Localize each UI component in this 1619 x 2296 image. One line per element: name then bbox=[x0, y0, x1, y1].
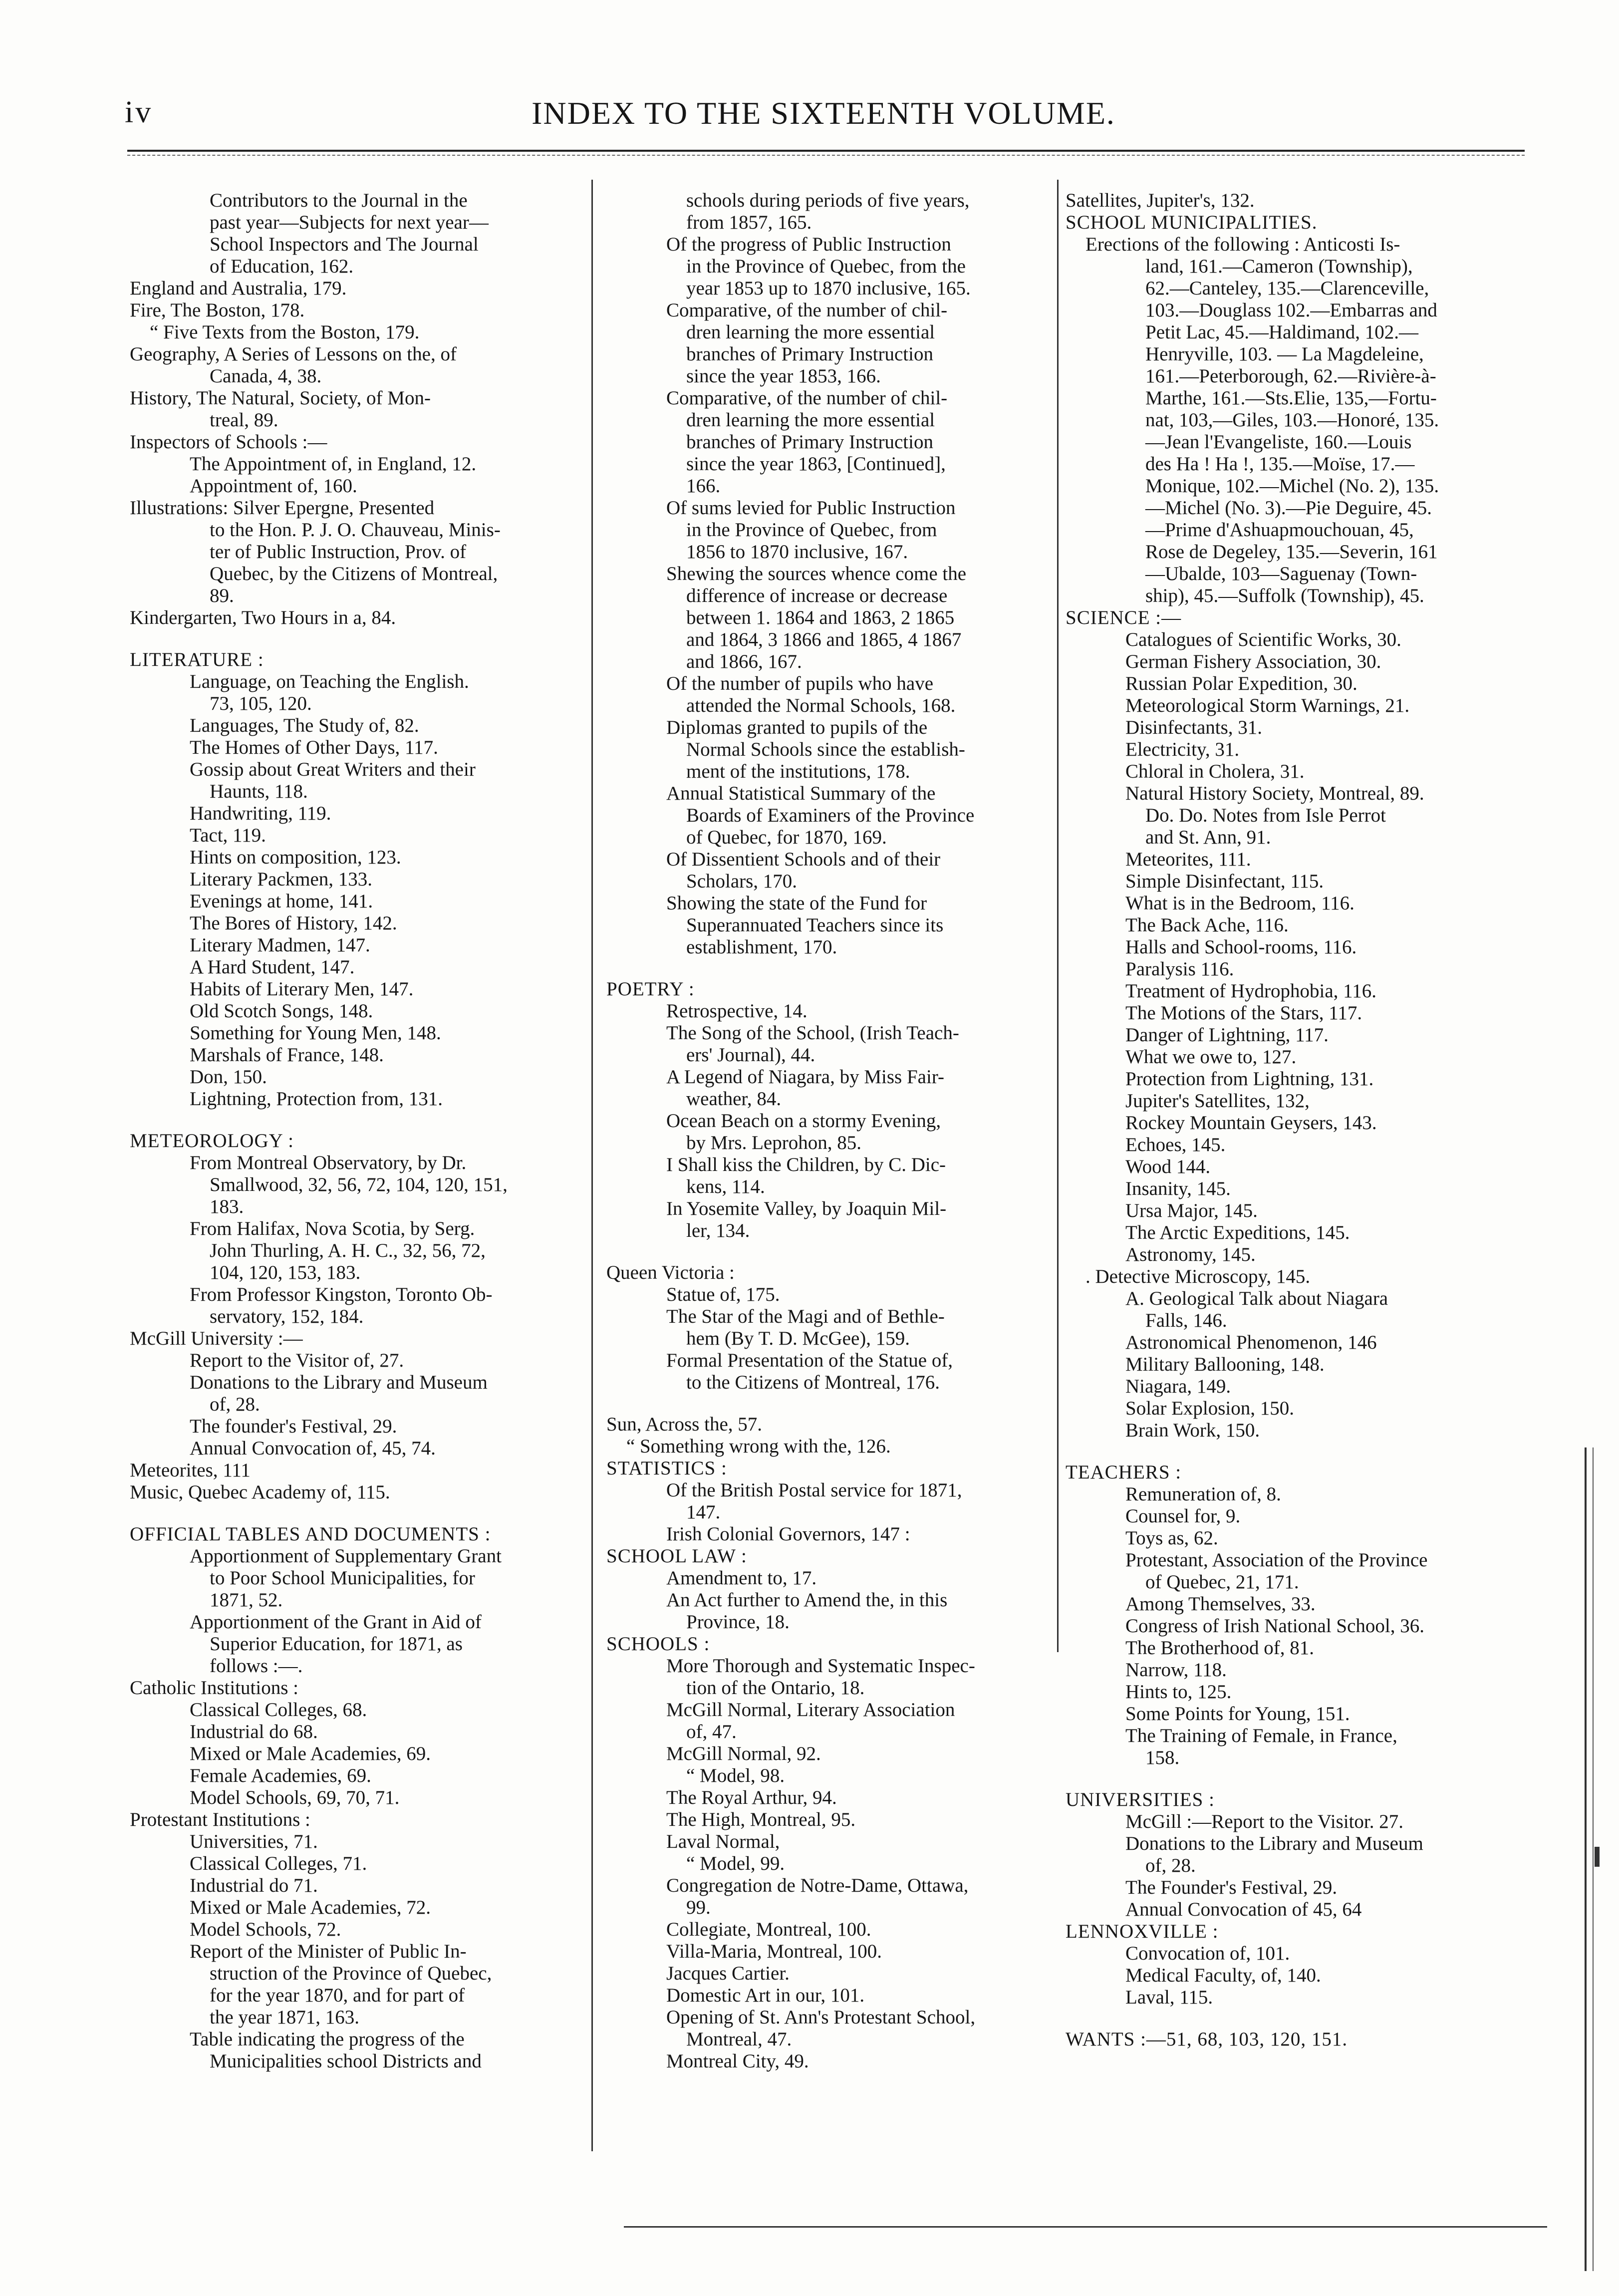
index-entry: tion of the Ontario, 18. bbox=[686, 1677, 865, 1699]
index-entry: nat, 103,—Giles, 103.—Honoré, 135. bbox=[1145, 409, 1439, 431]
index-entry: the year 1871, 163. bbox=[210, 2007, 360, 2028]
section-gap bbox=[606, 1242, 1051, 1262]
edge-mark bbox=[1595, 1847, 1600, 1867]
index-entry: Industrial do 68. bbox=[190, 1721, 318, 1742]
index-entry: German Fishery Association, 30. bbox=[1125, 651, 1381, 672]
index-entry: between 1. 1864 and 1863, 2 1865 bbox=[686, 607, 955, 628]
index-entry: Canada, 4, 38. bbox=[210, 365, 322, 387]
index-entry: The Star of the Magi and of Bethle- bbox=[666, 1306, 945, 1327]
index-entry: Satellites, Jupiter's, 132. bbox=[1066, 190, 1255, 211]
index-entry: Something for Young Men, 148. bbox=[190, 1022, 441, 1044]
index-entry: Domestic Art in our, 101. bbox=[666, 1985, 865, 2006]
section-gap bbox=[606, 1394, 1051, 1414]
index-entry: by Mrs. Leprohon, 85. bbox=[686, 1132, 861, 1153]
index-entry: Language, on Teaching the English. bbox=[190, 671, 469, 692]
index-entry: The Training of Female, in France, bbox=[1125, 1725, 1397, 1746]
index-entry: Montreal City, 49. bbox=[666, 2050, 809, 2072]
index-entry: —Jean l'Evangeliste, 160.—Louis bbox=[1145, 431, 1412, 453]
index-entry: Montreal, 47. bbox=[686, 2028, 792, 2050]
index-entry: struction of the Province of Quebec, bbox=[210, 1963, 492, 1984]
index-entry: of Quebec, for 1870, 169. bbox=[686, 827, 887, 848]
index-entry: England and Australia, 179. bbox=[130, 278, 347, 299]
index-entry: 89. bbox=[210, 585, 234, 606]
index-entry: Comparative, of the number of chil- bbox=[666, 299, 948, 321]
index-column-2 bbox=[606, 190, 1051, 2072]
section-gap bbox=[1066, 1441, 1515, 1461]
section-heading: SCHOOLS : bbox=[606, 1633, 710, 1655]
footer-rule bbox=[624, 2226, 1547, 2228]
index-entry: Solar Explosion, 150. bbox=[1125, 1398, 1294, 1419]
index-entry: Erections of the following : Anticosti Is- bbox=[1085, 234, 1400, 255]
index-entry: Smallwood, 32, 56, 72, 104, 120, 151, bbox=[210, 1174, 508, 1195]
index-entry: The Brotherhood of, 81. bbox=[1125, 1637, 1315, 1659]
index-entry: Statue of, 175. bbox=[666, 1284, 780, 1305]
index-entry: Queen Victoria : bbox=[606, 1262, 735, 1283]
index-entry: Evenings at home, 141. bbox=[190, 890, 373, 912]
index-entry: to the Citizens of Montreal, 176. bbox=[686, 1372, 940, 1393]
index-entry: Niagara, 149. bbox=[1125, 1376, 1231, 1397]
index-entry: Quebec, by the Citizens of Montreal, bbox=[210, 563, 498, 584]
index-entry: des Ha ! Ha !, 135.—Moïse, 17.— bbox=[1145, 453, 1415, 475]
index-entry: “ Model, 99. bbox=[686, 1853, 785, 1874]
index-entry: School Inspectors and The Journal bbox=[210, 234, 479, 255]
index-entry: From Halifax, Nova Scotia, by Serg. bbox=[190, 1218, 475, 1239]
index-entry: Congregation de Notre-Dame, Ottawa, bbox=[666, 1875, 969, 1896]
index-entry: Mixed or Male Academies, 69. bbox=[190, 1743, 431, 1764]
index-column-3 bbox=[1066, 190, 1515, 2050]
index-entry: of, 47. bbox=[686, 1721, 737, 1742]
index-entry: land, 161.—Cameron (Township), bbox=[1145, 256, 1413, 277]
index-entry: Literary Madmen, 147. bbox=[190, 934, 370, 956]
section-heading: UNIVERSITIES : bbox=[1066, 1789, 1215, 1810]
index-entry: Marshals of France, 148. bbox=[190, 1044, 384, 1066]
index-entry: of, 28. bbox=[1145, 1855, 1196, 1876]
index-entry: “ Five Texts from the Boston, 179. bbox=[150, 321, 420, 343]
index-entry: ter of Public Instruction, Prov. of bbox=[210, 541, 467, 563]
index-entry: and St. Ann, 91. bbox=[1145, 827, 1271, 848]
index-entry: schools during periods of five years, bbox=[686, 190, 970, 211]
index-entry: Mixed or Male Academies, 72. bbox=[190, 1897, 431, 1918]
index-entry: Lightning, Protection from, 131. bbox=[190, 1088, 443, 1110]
index-entry: The Appointment of, in England, 12. bbox=[190, 453, 477, 475]
index-entry: In Yosemite Valley, by Joaquin Mil- bbox=[666, 1198, 947, 1219]
index-entry: Fire, The Boston, 178. bbox=[130, 299, 305, 321]
index-entry: Laval Normal, bbox=[666, 1831, 780, 1852]
index-entry: since the year 1853, 166. bbox=[686, 365, 881, 387]
index-entry: dren learning the more essential bbox=[686, 321, 935, 343]
index-entry: to the Hon. P. J. O. Chauveau, Minis- bbox=[210, 519, 501, 541]
index-entry: dren learning the more essential bbox=[686, 409, 935, 431]
index-entry: Danger of Lightning, 117. bbox=[1125, 1024, 1329, 1046]
index-entry: treal, 89. bbox=[210, 409, 278, 431]
index-entry: ment of the institutions, 178. bbox=[686, 761, 910, 782]
index-entry: Annual Convocation of, 45, 74. bbox=[190, 1437, 436, 1459]
index-entry: Henryville, 103. — La Magdeleine, bbox=[1145, 343, 1424, 365]
index-column-1 bbox=[130, 190, 574, 2072]
index-entry: in the Province of Quebec, from bbox=[686, 519, 937, 541]
index-entry: Contributors to the Journal in the bbox=[210, 190, 468, 211]
index-entry: Electricity, 31. bbox=[1125, 739, 1240, 760]
index-entry: Astronomy, 145. bbox=[1125, 1244, 1256, 1265]
index-entry: I Shall kiss the Children, by C. Dic- bbox=[666, 1154, 946, 1175]
index-entry: Jupiter's Satellites, 132, bbox=[1125, 1090, 1310, 1112]
index-entry: Jacques Cartier. bbox=[666, 1963, 790, 1984]
header-rule bbox=[127, 150, 1525, 156]
index-entry: 183. bbox=[210, 1196, 244, 1217]
index-entry: Meteorites, 111. bbox=[1125, 849, 1251, 870]
section-heading: SCHOOL MUNICIPALITIES. bbox=[1066, 212, 1318, 233]
index-entry: The Back Ache, 116. bbox=[1125, 914, 1289, 936]
index-entry: Of Dissentient Schools and of their bbox=[666, 849, 941, 870]
index-entry: difference of increase or decrease bbox=[686, 585, 948, 606]
index-entry: Industrial do 71. bbox=[190, 1875, 318, 1896]
index-entry: Handwriting, 119. bbox=[190, 803, 331, 824]
index-entry: of, 28. bbox=[210, 1394, 260, 1415]
column-divider-1 bbox=[591, 180, 593, 2151]
index-entry: past year—Subjects for next year— bbox=[210, 212, 489, 233]
index-entry: Gossip about Great Writers and their bbox=[190, 759, 476, 780]
index-entry: 158. bbox=[1145, 1747, 1180, 1768]
index-entry: ers' Journal), 44. bbox=[686, 1044, 815, 1066]
index-entry: What is in the Bedroom, 116. bbox=[1125, 892, 1354, 914]
index-entry: year 1853 up to 1870 inclusive, 165. bbox=[686, 278, 971, 299]
index-entry: 104, 120, 153, 183. bbox=[210, 1262, 361, 1283]
index-entry: Female Academies, 69. bbox=[190, 1765, 371, 1786]
index-entry: branches of Primary Instruction bbox=[686, 343, 933, 365]
index-entry: Model Schools, 72. bbox=[190, 1919, 341, 1940]
index-entry: Simple Disinfectant, 115. bbox=[1125, 870, 1324, 892]
index-entry: for the year 1870, and for part of bbox=[210, 1985, 465, 2006]
index-entry: . Detective Microscopy, 145. bbox=[1085, 1266, 1311, 1287]
index-entry: Of the British Postal service for 1871, bbox=[666, 1479, 962, 1501]
index-entry: Catalogues of Scientific Works, 30. bbox=[1125, 629, 1401, 650]
index-entry: Retrospective, 14. bbox=[666, 1000, 808, 1022]
index-entry: Geography, A Series of Lessons on the, of bbox=[130, 343, 457, 365]
index-entry: Classical Colleges, 71. bbox=[190, 1853, 367, 1874]
index-entry: Wood 144. bbox=[1125, 1156, 1211, 1177]
index-entry: Protestant, Association of the Province bbox=[1125, 1549, 1428, 1571]
index-entry: Kindergarten, Two Hours in a, 84. bbox=[130, 607, 396, 628]
index-entry: 147. bbox=[686, 1501, 721, 1523]
section-gap bbox=[130, 1110, 574, 1130]
index-entry: of Quebec, 21, 171. bbox=[1145, 1571, 1299, 1593]
index-entry: 99. bbox=[686, 1897, 711, 1918]
index-entry: The Bores of History, 142. bbox=[190, 912, 397, 934]
index-entry: Universities, 71. bbox=[190, 1831, 318, 1852]
index-entry: McGill :—Report to the Visitor. 27. bbox=[1125, 1811, 1404, 1832]
index-entry: “ Model, 98. bbox=[686, 1765, 785, 1786]
index-entry: Treatment of Hydrophobia, 116. bbox=[1125, 980, 1376, 1002]
index-entry: Municipalities school Districts and bbox=[210, 2050, 482, 2072]
index-entry: Halls and School-rooms, 116. bbox=[1125, 936, 1357, 958]
index-entry: servatory, 152, 184. bbox=[210, 1306, 364, 1327]
index-entry: and 1866, 167. bbox=[686, 651, 802, 672]
index-entry: Convocation of, 101. bbox=[1125, 1943, 1290, 1964]
index-entry: and 1864, 3 1866 and 1865, 4 1867 bbox=[686, 629, 962, 650]
index-entry: Old Scotch Songs, 148. bbox=[190, 1000, 373, 1022]
index-entry: Boards of Examiners of the Province bbox=[686, 805, 975, 826]
section-heading: STATISTICS : bbox=[606, 1457, 727, 1479]
index-entry: Apportionment of the Grant in Aid of bbox=[190, 1611, 482, 1633]
index-entry: Rose de Degeley, 135.—Severin, 161 bbox=[1145, 541, 1438, 563]
page-edge-border bbox=[1585, 1447, 1594, 2271]
index-entry: Monique, 102.—Michel (No. 2), 135. bbox=[1145, 475, 1439, 497]
index-entry: Do. Do. Notes from Isle Perrot bbox=[1145, 805, 1386, 826]
index-entry: —Ubalde, 103—Saguenay (Town- bbox=[1145, 563, 1417, 584]
index-entry: Annual Statistical Summary of the bbox=[666, 783, 936, 804]
index-entry: Superannuated Teachers since its bbox=[686, 914, 944, 936]
index-entry: Chloral in Cholera, 31. bbox=[1125, 761, 1305, 782]
index-entry: hem (By T. D. McGee), 159. bbox=[686, 1328, 910, 1349]
index-entry: Military Ballooning, 148. bbox=[1125, 1354, 1325, 1375]
index-entry: Comparative, of the number of chil- bbox=[666, 387, 948, 409]
index-entry: Petit Lac, 45.—Haldimand, 102.— bbox=[1145, 321, 1418, 343]
index-entry: Protection from Lightning, 131. bbox=[1125, 1068, 1374, 1090]
index-entry: Toys as, 62. bbox=[1125, 1527, 1218, 1549]
index-entry: A Legend of Niagara, by Miss Fair- bbox=[666, 1066, 945, 1088]
page-title: INDEX TO THE SIXTEENTH VOLUME. bbox=[532, 95, 1115, 131]
index-entry: Narrow, 118. bbox=[1125, 1659, 1227, 1681]
index-entry: of Education, 162. bbox=[210, 256, 354, 277]
index-entry: “ Something wrong with the, 126. bbox=[626, 1435, 891, 1457]
index-entry: in the Province of Quebec, from the bbox=[686, 256, 966, 277]
index-entry: Opening of St. Ann's Protestant School, bbox=[666, 2007, 976, 2028]
index-entry: —Prime d'Ashuapmouchouan, 45, bbox=[1145, 519, 1414, 541]
index-entry: Medical Faculty, of, 140. bbox=[1125, 1965, 1321, 1986]
index-entry: Donations to the Library and Museum bbox=[1125, 1833, 1423, 1854]
index-entry: Of the progress of Public Instruction bbox=[666, 234, 951, 255]
index-entry: Ocean Beach on a stormy Evening, bbox=[666, 1110, 941, 1132]
index-entry: McGill University :— bbox=[130, 1328, 303, 1349]
index-entry: Inspectors of Schools :— bbox=[130, 431, 327, 453]
index-entry: Collegiate, Montreal, 100. bbox=[666, 1919, 871, 1940]
index-entry: follows :—. bbox=[210, 1655, 303, 1677]
index-entry: Table indicating the progress of the bbox=[190, 2028, 465, 2050]
index-entry: A Hard Student, 147. bbox=[190, 956, 355, 978]
index-entry: since the year 1863, [Continued], bbox=[686, 453, 946, 475]
index-entry: Of sums levied for Public Instruction bbox=[666, 497, 956, 519]
index-entry: Astronomical Phenomenon, 146 bbox=[1125, 1332, 1377, 1353]
index-entry: The founder's Festival, 29. bbox=[190, 1416, 397, 1437]
index-entry: Counsel for, 9. bbox=[1125, 1505, 1241, 1527]
index-entry: Russian Polar Expedition, 30. bbox=[1125, 673, 1357, 694]
index-entry: The Arctic Expeditions, 145. bbox=[1125, 1222, 1350, 1243]
index-entry: Remuneration of, 8. bbox=[1125, 1483, 1281, 1505]
index-entry: John Thurling, A. H. C., 32, 56, 72, bbox=[210, 1240, 486, 1261]
index-entry: 1871, 52. bbox=[210, 1589, 283, 1611]
index-entry: Protestant Institutions : bbox=[130, 1809, 310, 1830]
index-entry: from 1857, 165. bbox=[686, 212, 812, 233]
index-entry: 161.—Peterborough, 62.—Rivière-à- bbox=[1145, 365, 1436, 387]
index-entry: The Founder's Festival, 29. bbox=[1125, 1877, 1338, 1898]
index-entry: 73, 105, 120. bbox=[210, 693, 312, 714]
index-entry: Classical Colleges, 68. bbox=[190, 1699, 367, 1721]
index-entry: Villa-Maria, Montreal, 100. bbox=[666, 1941, 882, 1962]
index-entry: Some Points for Young, 151. bbox=[1125, 1703, 1350, 1724]
index-entry: An Act further to Amend the, in this bbox=[666, 1589, 948, 1611]
index-entry: Report to the Visitor of, 27. bbox=[190, 1350, 404, 1371]
section-gap bbox=[606, 958, 1051, 978]
index-entry: Formal Presentation of the Statue of, bbox=[666, 1350, 953, 1371]
index-entry: —Michel (No. 3).—Pie Deguire, 45. bbox=[1145, 497, 1432, 519]
index-entry: 1856 to 1870 inclusive, 167. bbox=[686, 541, 908, 563]
index-entry: ler, 134. bbox=[686, 1220, 750, 1241]
section-heading: TEACHERS : bbox=[1066, 1461, 1182, 1483]
index-entry: What we owe to, 127. bbox=[1125, 1046, 1297, 1068]
index-entry: The Royal Arthur, 94. bbox=[666, 1787, 837, 1808]
section-gap bbox=[130, 1503, 574, 1523]
section-gap bbox=[1066, 1769, 1515, 1789]
index-entry: kens, 114. bbox=[686, 1176, 765, 1197]
index-entry: Catholic Institutions : bbox=[130, 1677, 298, 1699]
index-entry: to Poor School Municipalities, for bbox=[210, 1567, 475, 1589]
index-entry: Superior Education, for 1871, as bbox=[210, 1633, 463, 1655]
index-entry: McGill Normal, Literary Association bbox=[666, 1699, 955, 1721]
section-heading: SCHOOL LAW : bbox=[606, 1545, 747, 1567]
index-entry: 103.—Douglass 102.—Embarras and bbox=[1145, 299, 1437, 321]
index-entry: ship), 45.—Suffolk (Township), 45. bbox=[1145, 585, 1424, 606]
index-entry: Meteorites, 111 bbox=[130, 1459, 251, 1481]
index-entry: Don, 150. bbox=[190, 1066, 267, 1088]
index-entry: The Homes of Other Days, 117. bbox=[190, 737, 438, 758]
index-entry: Donations to the Library and Museum bbox=[190, 1372, 488, 1393]
index-entry: Normal Schools since the establish- bbox=[686, 739, 965, 760]
index-entry: A. Geological Talk about Niagara bbox=[1125, 1288, 1388, 1309]
index-entry: Languages, The Study of, 82. bbox=[190, 715, 419, 736]
index-entry: Brain Work, 150. bbox=[1125, 1420, 1260, 1441]
index-entry: Appointment of, 160. bbox=[190, 475, 357, 497]
index-entry: attended the Normal Schools, 168. bbox=[686, 695, 956, 716]
index-entry: Habits of Literary Men, 147. bbox=[190, 978, 414, 1000]
section-gap bbox=[1066, 2009, 1515, 2028]
index-entry: Showing the state of the Fund for bbox=[666, 892, 927, 914]
column-divider-2 bbox=[1057, 180, 1059, 1652]
index-entry: Province, 18. bbox=[686, 1611, 790, 1633]
index-entry: Shewing the sources whence come the bbox=[666, 563, 967, 584]
index-entry: The High, Montreal, 95. bbox=[666, 1809, 856, 1830]
section-heading: SCIENCE :— bbox=[1066, 607, 1182, 628]
index-entry: weather, 84. bbox=[686, 1088, 782, 1110]
index-entry: Amendment to, 17. bbox=[666, 1567, 817, 1589]
index-entry: Irish Colonial Governors, 147 : bbox=[666, 1523, 910, 1545]
index-entry: Of the number of pupils who have bbox=[666, 673, 934, 694]
section-heading: WANTS :—51, 68, 103, 120, 151. bbox=[1066, 2028, 1348, 2050]
index-entry: Annual Convocation of 45, 64 bbox=[1125, 1899, 1362, 1920]
index-entry: Among Themselves, 33. bbox=[1125, 1593, 1316, 1615]
index-entry: Congress of Irish National School, 36. bbox=[1125, 1615, 1425, 1637]
index-entry: History, The Natural, Society, of Mon- bbox=[130, 387, 431, 409]
index-entry: Falls, 146. bbox=[1145, 1310, 1227, 1331]
section-heading: POETRY : bbox=[606, 978, 695, 1000]
index-entry: branches of Primary Instruction bbox=[686, 431, 933, 453]
index-entry: Literary Packmen, 133. bbox=[190, 868, 373, 890]
page-number: iv bbox=[125, 95, 153, 129]
section-gap bbox=[130, 629, 574, 649]
index-entry: Laval, 115. bbox=[1125, 1987, 1213, 2008]
index-entry: establishment, 170. bbox=[686, 936, 837, 958]
index-entry: Scholars, 170. bbox=[686, 870, 798, 892]
section-heading: OFFICIAL TABLES AND DOCUMENTS : bbox=[130, 1523, 491, 1545]
index-entry: Diplomas granted to pupils of the bbox=[666, 717, 928, 738]
index-entry: Ursa Major, 145. bbox=[1125, 1200, 1258, 1221]
index-entry: Natural History Society, Montreal, 89. bbox=[1125, 783, 1424, 804]
index-entry: Music, Quebec Academy of, 115. bbox=[130, 1481, 390, 1503]
section-heading: LITERATURE : bbox=[130, 649, 264, 670]
index-entry: Apportionment of Supplementary Grant bbox=[190, 1545, 502, 1567]
index-entry: Marthe, 161.—Sts.Elie, 135,—Fortu- bbox=[1145, 387, 1437, 409]
index-entry: The Song of the School, (Irish Teach- bbox=[666, 1022, 959, 1044]
index-entry: 62.—Canteley, 135.—Clarenceville, bbox=[1145, 278, 1429, 299]
index-entry: Illustrations: Silver Epergne, Presented bbox=[130, 497, 435, 519]
index-entry: Meteorological Storm Warnings, 21. bbox=[1125, 695, 1410, 716]
page-header bbox=[125, 90, 1522, 145]
index-entry: Sun, Across the, 57. bbox=[606, 1414, 762, 1435]
section-heading: LENNOXVILLE : bbox=[1066, 1921, 1219, 1942]
index-entry: From Professor Kingston, Toronto Ob- bbox=[190, 1284, 493, 1305]
index-entry: Report of the Minister of Public In- bbox=[190, 1941, 467, 1962]
index-entry: Echoes, 145. bbox=[1125, 1134, 1226, 1155]
index-entry: Hints on composition, 123. bbox=[190, 847, 401, 868]
index-entry: Hints to, 125. bbox=[1125, 1681, 1232, 1703]
index-entry: Paralysis 116. bbox=[1125, 958, 1234, 980]
index-entry: 166. bbox=[686, 475, 721, 497]
index-entry: Rockey Mountain Geysers, 143. bbox=[1125, 1112, 1377, 1134]
index-entry: More Thorough and Systematic Inspec- bbox=[666, 1655, 975, 1677]
index-entry: Model Schools, 69, 70, 71. bbox=[190, 1787, 400, 1808]
index-entry: The Motions of the Stars, 117. bbox=[1125, 1002, 1362, 1024]
index-entry: From Montreal Observatory, by Dr. bbox=[190, 1152, 467, 1173]
index-entry: Disinfectants, 31. bbox=[1125, 717, 1263, 738]
index-entry: McGill Normal, 92. bbox=[666, 1743, 821, 1764]
section-heading: METEOROLOGY : bbox=[130, 1130, 294, 1151]
index-entry: Insanity, 145. bbox=[1125, 1178, 1231, 1199]
index-entry: Tact, 119. bbox=[190, 825, 266, 846]
index-entry: Haunts, 118. bbox=[210, 781, 308, 802]
